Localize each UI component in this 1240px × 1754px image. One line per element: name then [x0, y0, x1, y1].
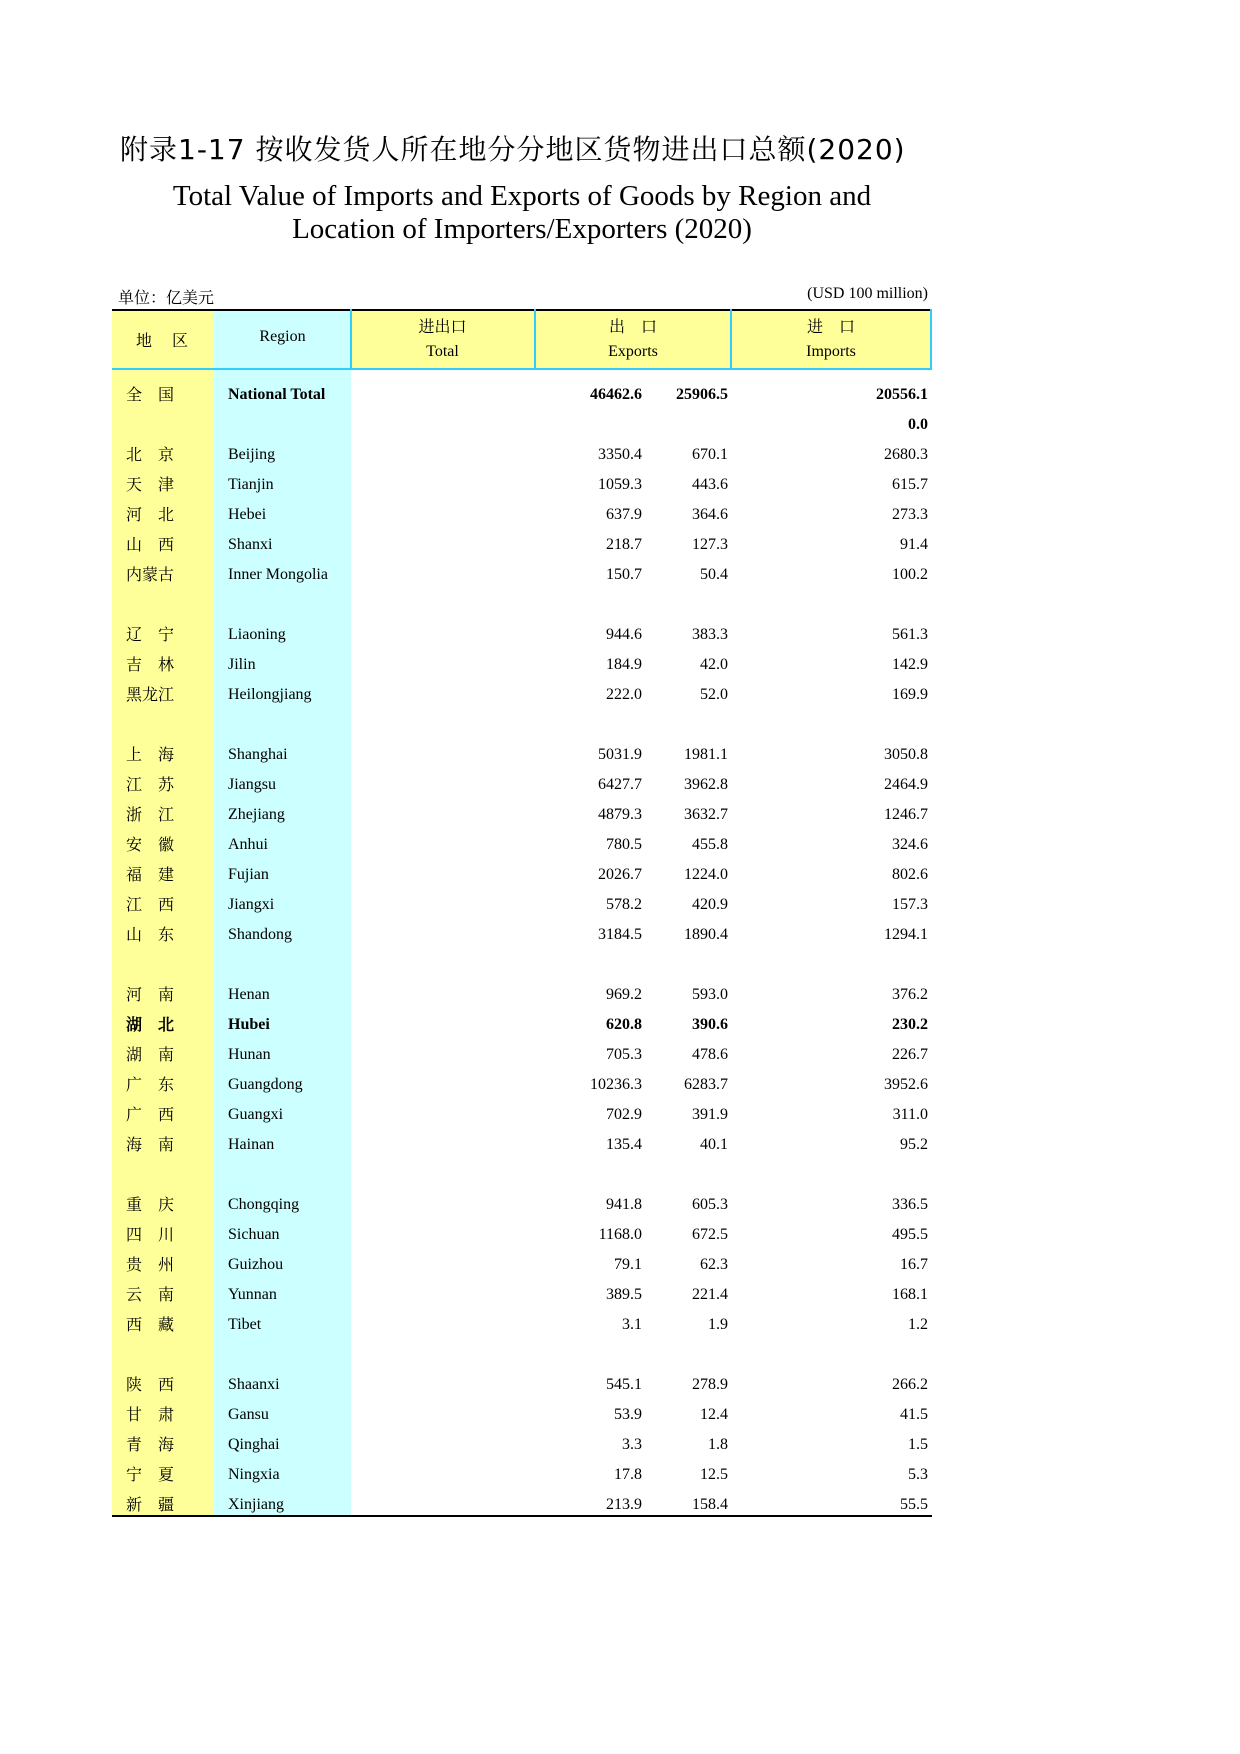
row-exports-value: 221.4: [692, 1286, 728, 1303]
row-imports-value: 5.3: [908, 1466, 928, 1483]
table-row: [112, 1251, 932, 1279]
row-region-cn: 四 川: [126, 1225, 175, 1244]
row-total-value: 578.2: [606, 896, 642, 913]
row-exports-value: 672.5: [692, 1226, 728, 1243]
row-region-cn: 山 东: [126, 925, 175, 944]
table-row: [112, 621, 932, 649]
row-total-value: 6427.7: [598, 776, 642, 793]
row-total-value: 213.9: [606, 1496, 642, 1513]
row-total-value: 3.3: [622, 1436, 642, 1453]
row-region-cn: 西 藏: [126, 1315, 175, 1334]
row-region-cn: 北 京: [126, 445, 175, 464]
row-imports-value: 157.3: [892, 896, 928, 913]
row-region-en: Shandong: [228, 926, 292, 943]
row-region-cn: 云 南: [126, 1285, 175, 1304]
row-region-en: Anhui: [228, 836, 268, 853]
row-region-cn: 甘 肃: [126, 1405, 175, 1424]
row-region-en: Beijing: [228, 446, 276, 463]
row-exports-value: 52.0: [700, 686, 728, 703]
row-region-en: Jiangsu: [228, 776, 276, 793]
row-imports-value: 273.3: [892, 506, 928, 523]
row-total-value: 969.2: [606, 986, 642, 1003]
table-row-extra: [112, 411, 932, 439]
row-total-value: 3184.5: [598, 926, 642, 943]
table-row: [112, 441, 932, 469]
row-region-cn: 贵 州: [126, 1255, 175, 1274]
table-row: [112, 1401, 932, 1429]
row-exports-value: 158.4: [692, 1496, 728, 1513]
row-exports-value: 364.6: [692, 506, 728, 523]
row-exports-value: 278.9: [692, 1376, 728, 1393]
table-row: [112, 771, 932, 799]
row-exports-value: 50.4: [700, 566, 728, 583]
row-region-cn: 新 疆: [126, 1495, 175, 1514]
row-exports-value: 605.3: [692, 1196, 728, 1213]
row-region-cn: 江 苏: [126, 775, 175, 794]
row-region-en: Chongqing: [228, 1196, 300, 1213]
row-exports-value: 1981.1: [684, 746, 728, 763]
row-region-cn: 宁 夏: [126, 1465, 175, 1484]
table-row: [112, 1101, 932, 1129]
row-region-en: Guangdong: [228, 1076, 303, 1093]
row-total-value: 150.7: [606, 566, 642, 583]
row-region-cn: 天 津: [126, 475, 175, 494]
table-row: [112, 1431, 932, 1459]
row-imports-value: 3050.8: [884, 746, 928, 763]
row-region-cn: 吉 林: [126, 655, 175, 674]
row-imports-value: 266.2: [892, 1376, 928, 1393]
row-imports-value: 16.7: [900, 1256, 928, 1273]
row-region-en: Hainan: [228, 1136, 275, 1153]
row-exports-value: 383.3: [692, 626, 728, 643]
unit-label-en: (USD 100 million): [807, 285, 928, 302]
row-region-en: Henan: [228, 986, 270, 1003]
row-region-en: Jiangxi: [228, 896, 275, 913]
row-exports-value: 3632.7: [684, 806, 728, 823]
table-row: [112, 1041, 932, 1069]
row-extra-value: 0.0: [908, 416, 928, 433]
row-region-en: Heilongjiang: [228, 686, 312, 703]
row-region-cn: 浙 江: [126, 805, 175, 824]
row-total-value: 705.3: [606, 1046, 642, 1063]
row-exports-value: 12.5: [700, 1466, 728, 1483]
row-imports-value: 20556.1: [876, 386, 928, 403]
table-row: [112, 801, 932, 829]
row-region-en: Sichuan: [228, 1226, 280, 1243]
row-imports-value: 168.1: [892, 1286, 928, 1303]
row-imports-value: 376.2: [892, 986, 928, 1003]
row-imports-value: 495.5: [892, 1226, 928, 1243]
row-region-en: Jilin: [228, 656, 256, 673]
row-exports-value: 1224.0: [684, 866, 728, 883]
row-region-en: Yunnan: [228, 1286, 277, 1303]
row-exports-value: 42.0: [700, 656, 728, 673]
row-region-en: Xinjiang: [228, 1496, 284, 1513]
row-region-cn: 重 庆: [126, 1195, 175, 1214]
table-row: [112, 981, 932, 1009]
row-region-cn: 全 国: [126, 385, 175, 404]
header-imports-en: Imports: [806, 343, 856, 360]
row-imports-value: 91.4: [900, 536, 928, 553]
row-region-en: Guangxi: [228, 1106, 284, 1123]
row-exports-value: 670.1: [692, 446, 728, 463]
row-region-en: Liaoning: [228, 626, 286, 643]
row-total-value: 944.6: [606, 626, 642, 643]
row-imports-value: 336.5: [892, 1196, 928, 1213]
row-total-value: 135.4: [606, 1136, 642, 1153]
row-total-value: 10236.3: [590, 1076, 642, 1093]
header-imports-cn: 进 口: [806, 319, 855, 336]
row-imports-value: 561.3: [892, 626, 928, 643]
row-imports-value: 1.2: [908, 1316, 928, 1333]
table-row: [112, 501, 932, 529]
row-region-cn: 湖 南: [126, 1045, 175, 1064]
row-total-value: 46462.6: [590, 386, 642, 403]
row-region-cn: 陕 西: [126, 1375, 175, 1394]
table-row: [112, 531, 932, 559]
row-region-cn: 山 西: [126, 535, 175, 554]
row-region-en: Shanghai: [228, 746, 288, 763]
row-total-value: 218.7: [606, 536, 642, 553]
table-row: [112, 861, 932, 889]
header-exports-en: Exports: [608, 343, 658, 360]
table-row: [112, 681, 932, 709]
row-region-cn: 黑龙江: [126, 685, 175, 704]
row-imports-value: 169.9: [892, 686, 928, 703]
table-row: [112, 831, 932, 859]
row-region-en: Hunan: [228, 1046, 271, 1063]
row-region-cn: 河 北: [126, 505, 175, 524]
row-total-value: 1059.3: [598, 476, 642, 493]
row-total-value: 184.9: [606, 656, 642, 673]
row-imports-value: 615.7: [892, 476, 928, 493]
data-table: [112, 309, 932, 1518]
table-row: [112, 471, 932, 499]
row-exports-value: 478.6: [692, 1046, 728, 1063]
row-exports-value: 1.9: [708, 1316, 728, 1333]
row-exports-value: 455.8: [692, 836, 728, 853]
row-imports-value: 2680.3: [884, 446, 928, 463]
row-total-value: 389.5: [606, 1286, 642, 1303]
row-region-en: Shanxi: [228, 536, 273, 553]
page-title-cn: 附录1-17 按收发货人所在地分分地区货物进出口总额(2020): [120, 133, 906, 166]
table-row: [112, 1371, 932, 1399]
table-row: [112, 1461, 932, 1489]
row-total-value: 2026.7: [598, 866, 642, 883]
row-region-en: Fujian: [228, 866, 269, 883]
table-row: [112, 1311, 932, 1339]
table-row: [112, 921, 932, 949]
row-region-en: National Total: [228, 386, 326, 403]
row-total-value: 53.9: [614, 1406, 642, 1423]
row-imports-value: 230.2: [892, 1016, 928, 1033]
row-total-value: 1168.0: [598, 1226, 642, 1243]
row-total-value: 620.8: [606, 1016, 642, 1033]
row-imports-value: 2464.9: [884, 776, 928, 793]
table-row: [112, 741, 932, 769]
table-row: [112, 651, 932, 679]
row-exports-value: 6283.7: [684, 1076, 728, 1093]
row-imports-value: 1246.7: [884, 806, 928, 823]
row-imports-value: 1294.1: [884, 926, 928, 943]
table-row: [112, 1011, 932, 1039]
row-total-value: 3350.4: [598, 446, 642, 463]
row-total-value: 637.9: [606, 506, 642, 523]
row-total-value: 545.1: [606, 1376, 642, 1393]
row-exports-value: 127.3: [692, 536, 728, 553]
row-imports-value: 142.9: [892, 656, 928, 673]
table-bottom-rule: [112, 1515, 932, 1517]
row-imports-value: 226.7: [892, 1046, 928, 1063]
row-exports-value: 390.6: [692, 1016, 728, 1033]
row-imports-value: 55.5: [900, 1496, 928, 1513]
row-total-value: 17.8: [614, 1466, 642, 1483]
table-row: [112, 1071, 932, 1099]
row-region-cn: 海 南: [126, 1135, 175, 1154]
header-total-en: Total: [426, 343, 459, 360]
row-region-en: Zhejiang: [228, 806, 285, 823]
row-region-en: Gansu: [228, 1406, 269, 1423]
row-region-cn: 辽 宁: [126, 625, 175, 644]
header-divider: [930, 309, 932, 370]
row-region-en: Ningxia: [228, 1466, 280, 1483]
row-region-cn: 广 西: [126, 1105, 175, 1124]
row-region-en: Hubei: [228, 1016, 270, 1033]
row-exports-value: 25906.5: [676, 386, 728, 403]
row-exports-value: 12.4: [700, 1406, 728, 1423]
row-exports-value: 1890.4: [684, 926, 728, 943]
row-imports-value: 95.2: [900, 1136, 928, 1153]
row-region-cn: 内蒙古: [126, 565, 175, 584]
table-row: [112, 1131, 932, 1159]
row-imports-value: 3952.6: [884, 1076, 928, 1093]
row-region-cn: 上 海: [126, 745, 175, 764]
row-exports-value: 1.8: [708, 1436, 728, 1453]
row-region-en: Inner Mongolia: [228, 566, 328, 583]
row-exports-value: 40.1: [700, 1136, 728, 1153]
row-region-en: Hebei: [228, 506, 267, 523]
page-title-en-line2: Location of Importers/Exporters (2020): [292, 213, 752, 245]
row-total-value: 79.1: [614, 1256, 642, 1273]
row-total-value: 780.5: [606, 836, 642, 853]
table-top-rule: [112, 309, 932, 311]
table-row-national-total: [112, 381, 932, 409]
row-exports-value: 391.9: [692, 1106, 728, 1123]
row-imports-value: 41.5: [900, 1406, 928, 1423]
row-total-value: 222.0: [606, 686, 642, 703]
row-region-cn: 福 建: [126, 865, 175, 884]
row-imports-value: 324.6: [892, 836, 928, 853]
header-region-en: Region: [259, 328, 306, 345]
row-region-en: Tibet: [228, 1316, 262, 1333]
row-total-value: 702.9: [606, 1106, 642, 1123]
row-exports-value: 420.9: [692, 896, 728, 913]
row-imports-value: 311.0: [892, 1106, 928, 1123]
row-region-cn: 广 东: [126, 1075, 175, 1094]
row-total-value: 5031.9: [598, 746, 642, 763]
header-total-cn: 进出口: [418, 319, 467, 336]
row-exports-value: 593.0: [692, 986, 728, 1003]
row-total-value: 941.8: [606, 1196, 642, 1213]
row-total-value: 3.1: [622, 1316, 642, 1333]
row-region-cn: 安 徽: [126, 835, 175, 854]
row-imports-value: 1.5: [908, 1436, 928, 1453]
row-region-en: Shaanxi: [228, 1376, 280, 1393]
row-imports-value: 100.2: [892, 566, 928, 583]
row-region-en: Qinghai: [228, 1436, 280, 1453]
row-total-value: 4879.3: [598, 806, 642, 823]
unit-label-cn: 单位：亿美元: [118, 290, 215, 307]
row-region-cn: 江 西: [126, 895, 175, 914]
row-imports-value: 802.6: [892, 866, 928, 883]
row-exports-value: 3962.8: [684, 776, 728, 793]
table-row: [112, 1191, 932, 1219]
page-title-en-line1: Total Value of Imports and Exports of Goods by Region and: [172, 180, 872, 212]
table-row: [112, 1221, 932, 1249]
header-bottom-rule: [112, 368, 932, 370]
row-region-en: Guizhou: [228, 1256, 284, 1273]
header-region-cn: 地 区: [135, 333, 190, 350]
row-region-cn: 青 海: [126, 1435, 175, 1454]
header-exports-cn: 出 口: [608, 319, 657, 336]
row-exports-value: 443.6: [692, 476, 728, 493]
row-exports-value: 62.3: [700, 1256, 728, 1273]
table-row: [112, 561, 932, 589]
row-region-en: Tianjin: [228, 476, 274, 493]
table-row: [112, 1281, 932, 1309]
row-region-cn: 河 南: [126, 985, 175, 1004]
table-row: [112, 891, 932, 919]
row-region-cn: 湖 北: [126, 1015, 175, 1034]
